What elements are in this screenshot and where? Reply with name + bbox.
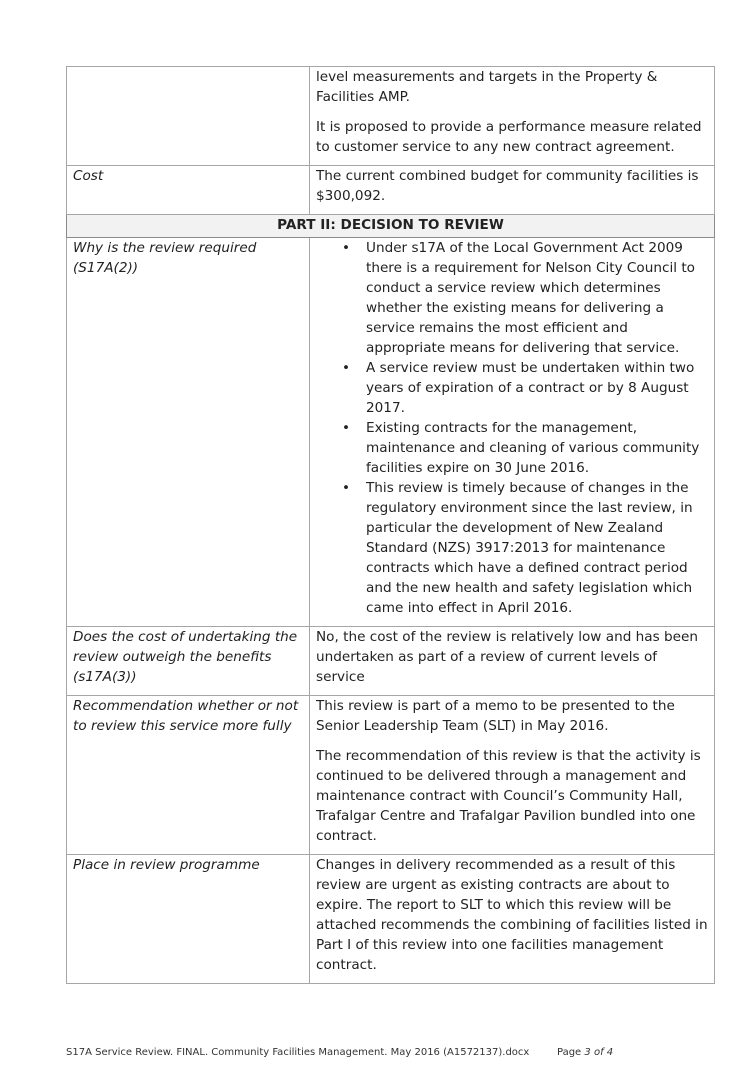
why-bullet-3: • Existing contracts for the management, maintenance and cleaning of various community facilities expire on 30 June 2016. <box>366 418 708 478</box>
row-label-programme: Place in review programme <box>67 855 310 984</box>
row-review-programme <box>67 855 715 984</box>
row-recommendation <box>67 696 715 855</box>
why-bullet-1: • Under s17A of the Local Government Act 2009 there is a requirement for Nelson City Council to conduct a service review which determines whether the existing means for delivering a service remains the most efficient and appropriate means for delivering that service. <box>366 238 708 358</box>
recommendation-para-2: The recommendation of this review is that the activity is continued to be delivered through a management and maintenance contract with Council’s Community Hall, Trafalgar Centre and Trafalgar Pavilion bundled into one contract. <box>316 748 701 844</box>
why-bullet-4: • This review is timely because of changes in the regulatory environment since the last review, in particular the development of New Zealand Standard (NZS) 3917:2013 for maintenance contracts which have a defined contract period and the new health and safety legislation which came into effect in April 2016. <box>366 478 708 618</box>
row-label-why: Why is the review required (S17A(2)) <box>67 238 310 627</box>
row-cost <box>67 166 715 215</box>
row-performance-continued <box>67 67 715 166</box>
performance-para-2: It is proposed to provide a performance measure related to customer service to any new contract agreement. <box>316 119 702 155</box>
row-why-review <box>67 238 715 627</box>
why-bullet-list <box>316 238 708 618</box>
row-value-programme: Changes in delivery recommended as a result of this review are urgent as existing contracts are about to expire. The report to SLT to which this review will be attached recommends the combining of facilities listed in Part I of this review into one facilities management contract. <box>310 855 715 984</box>
footer-page-of: 3 of 4 <box>584 1047 614 1058</box>
row-value-cost-benefit: No, the cost of the review is relatively low and has been undertaken as part of a review of current levels of service <box>310 627 715 696</box>
row-cost-benefit <box>67 627 715 696</box>
footer-filename: S17A Service Review. FINAL. Community Facilities Management. May 2016 (A1572137).docx <box>66 1047 530 1058</box>
footer-page-word: Page <box>557 1047 582 1058</box>
section-heading: PART II: DECISION TO REVIEW <box>67 215 715 238</box>
performance-para-1: level measurements and targets in the Property & Facilities AMP. <box>316 69 658 105</box>
row-value-cost: The current combined budget for community facilities is $300,092. <box>310 166 715 215</box>
page-footer <box>66 1047 614 1058</box>
row-value-why <box>310 238 715 627</box>
row-label-cost: Cost <box>67 166 310 215</box>
why-bullet-2: • A service review must be undertaken within two years of expiration of a contract or by 8 August 2017. <box>366 358 708 418</box>
recommendation-para-1: This review is part of a memo to be presented to the Senior Leadership Team (SLT) in May 2016. <box>316 698 675 734</box>
footer-page-number <box>557 1047 613 1058</box>
row-label-recommendation: Recommendation whether or not to review this service more fully <box>67 696 310 855</box>
row-label-cost-benefit: Does the cost of undertaking the review outweigh the benefits (s17A(3)) <box>67 627 310 696</box>
row-value-recommendation <box>310 696 715 855</box>
row-value-performance <box>310 67 715 166</box>
review-table <box>66 66 715 984</box>
section-heading-row <box>67 215 715 238</box>
row-label-empty <box>67 67 310 166</box>
